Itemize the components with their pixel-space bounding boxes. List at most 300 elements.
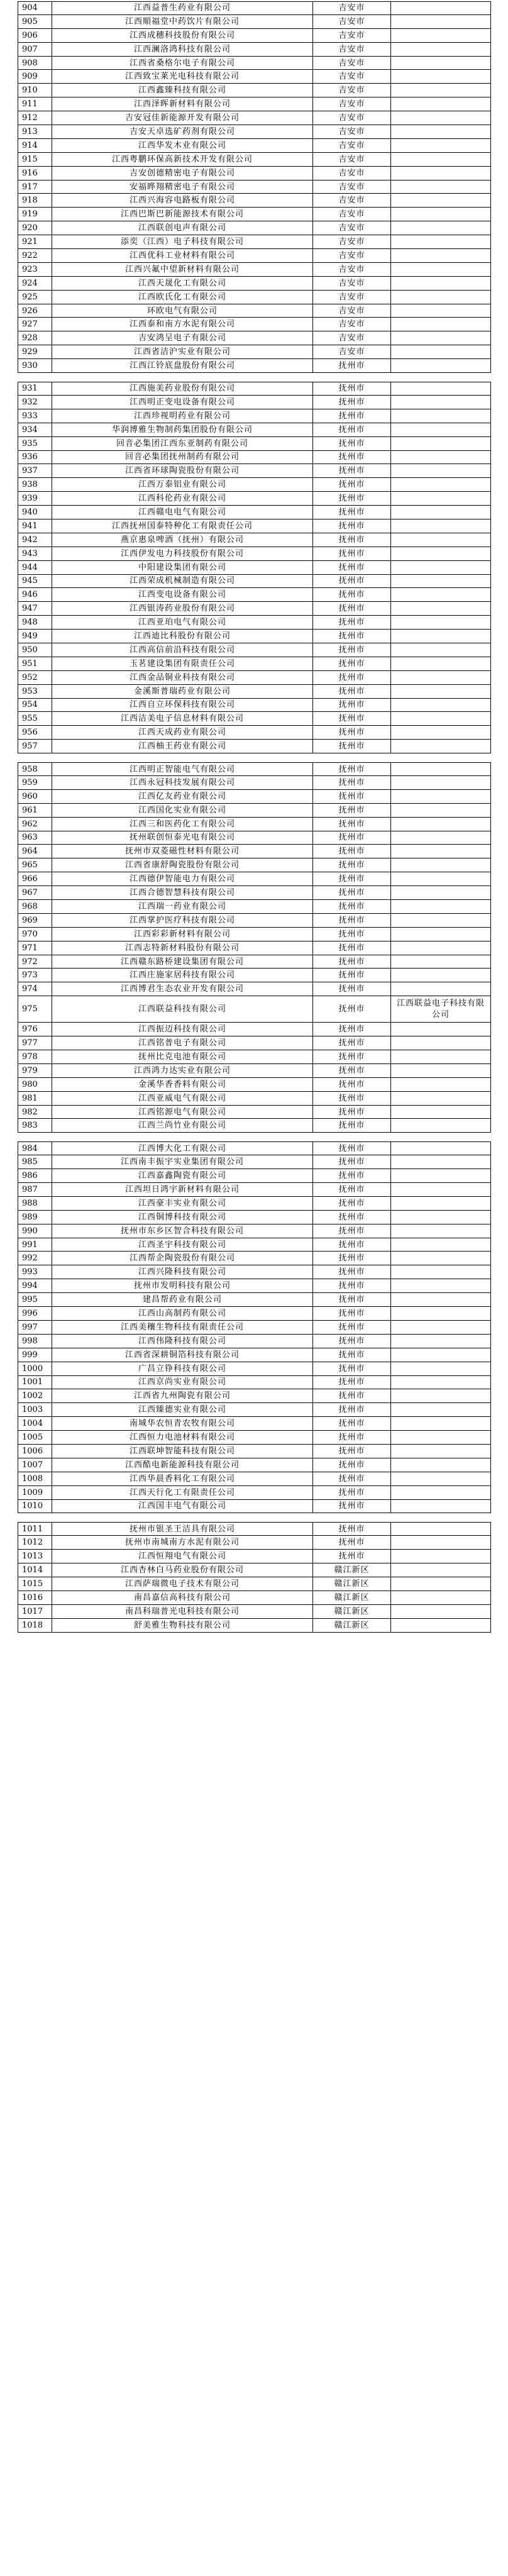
remark-cell — [391, 1293, 491, 1306]
row-number-cell: 915 — [18, 153, 52, 166]
row-number-cell: 912 — [18, 111, 52, 125]
company-name-cell: 江西三和医药化工有限公司 — [52, 818, 313, 831]
remark-cell — [391, 914, 491, 927]
row-number-cell: 914 — [18, 139, 52, 152]
row-number-cell: 985 — [18, 1155, 52, 1169]
table-row — [18, 478, 491, 492]
table-row — [18, 1522, 491, 1536]
table-row — [18, 1050, 491, 1064]
remark-cell — [391, 111, 491, 125]
row-number-cell: 944 — [18, 561, 52, 574]
company-name-cell: 江西施美药业股份有限公司 — [52, 382, 313, 395]
remark-cell — [391, 886, 491, 899]
row-number-cell: 968 — [18, 900, 52, 913]
city-name-cell: 抚州市 — [313, 1500, 391, 1513]
remark-cell — [391, 1197, 491, 1210]
company-name-cell: 回音必集团抚州制药有限公司 — [52, 451, 313, 464]
remark-cell — [391, 382, 491, 395]
company-name-cell: 抚州市发明科技有限公司 — [52, 1279, 313, 1292]
remark-cell — [391, 845, 491, 858]
remark-cell — [391, 506, 491, 519]
company-name-cell: 江西华发木业有限公司 — [52, 139, 313, 152]
row-number-cell: 996 — [18, 1307, 52, 1320]
company-name-cell: 江西坦日鸿宇新材料有限公司 — [52, 1183, 313, 1196]
remark-cell — [391, 1265, 491, 1279]
row-number-cell: 983 — [18, 1119, 52, 1132]
company-name-cell: 江西欧氏化工有限公司 — [52, 291, 313, 304]
remark-cell — [391, 1238, 491, 1252]
city-name-cell: 抚州市 — [313, 790, 391, 803]
row-number-cell: 924 — [18, 277, 52, 290]
table-row — [18, 955, 491, 969]
city-name-cell: 抚州市 — [313, 1307, 391, 1320]
table-row — [18, 167, 491, 180]
city-name-cell: 抚州市 — [313, 657, 391, 670]
city-name-cell: 抚州市 — [313, 1142, 391, 1155]
table-row — [18, 657, 491, 671]
city-name-cell: 吉安市 — [313, 345, 391, 358]
row-number-cell: 961 — [18, 804, 52, 817]
table-row — [18, 1605, 491, 1619]
company-name-cell: 舒美雅生物科技有限公司 — [52, 1619, 313, 1632]
row-number-cell: 989 — [18, 1211, 52, 1224]
city-name-cell: 抚州市 — [313, 561, 391, 574]
company-name-cell: 江西省九州陶瓷有限公司 — [52, 1389, 313, 1402]
table-row — [18, 685, 491, 699]
city-name-cell: 抚州市 — [313, 1293, 391, 1306]
table-row — [18, 1403, 491, 1417]
table-row — [18, 1307, 491, 1321]
row-number-cell: 940 — [18, 506, 52, 519]
city-name-cell: 抚州市 — [313, 630, 391, 643]
company-name-cell: 江西博大化工有限公司 — [52, 1142, 313, 1155]
table-row — [18, 575, 491, 589]
remark-cell — [391, 1362, 491, 1375]
table-row — [18, 1389, 491, 1403]
company-name-cell: 江西联创电声有限公司 — [52, 221, 313, 235]
company-name-cell: 江西迪比科股份有限公司 — [52, 630, 313, 643]
remark-cell — [391, 740, 491, 753]
company-name-cell: 环欧电气有限公司 — [52, 304, 313, 318]
company-name-cell: 添奕（江西）电子科技有限公司 — [52, 235, 313, 248]
city-name-cell: 吉安市 — [313, 15, 391, 28]
row-number-cell: 963 — [18, 831, 52, 845]
company-name-cell: 江西银涛药业股份有限公司 — [52, 602, 313, 615]
remark-cell — [391, 1106, 491, 1119]
company-name-cell: 江西德伊智能电力有限公司 — [52, 872, 313, 886]
company-name-cell: 江西铭源电气有限公司 — [52, 1106, 313, 1119]
row-number-cell: 931 — [18, 382, 52, 395]
city-name-cell: 吉安市 — [313, 221, 391, 235]
remark-cell — [391, 804, 491, 817]
row-number-cell: 958 — [18, 763, 52, 775]
city-name-cell: 抚州市 — [313, 602, 391, 615]
row-number-cell: 991 — [18, 1238, 52, 1252]
city-name-cell: 抚州市 — [313, 1169, 391, 1182]
row-number-cell: 969 — [18, 914, 52, 927]
remark-cell — [391, 304, 491, 318]
remark-cell — [391, 1252, 491, 1265]
row-number-cell: 1014 — [18, 1563, 52, 1577]
company-name-cell: 南昌嘉信高科技有限公司 — [52, 1591, 313, 1604]
row-number-cell: 946 — [18, 588, 52, 601]
city-name-cell: 抚州市 — [313, 519, 391, 533]
row-number-cell: 925 — [18, 291, 52, 304]
table-row — [18, 506, 491, 519]
company-name-cell: 江西志特新材料股份有限公司 — [52, 941, 313, 955]
table-row — [18, 304, 491, 318]
city-name-cell: 抚州市 — [313, 726, 391, 739]
company-name-cell: 江西瑞一药业有限公司 — [52, 900, 313, 913]
table-row — [18, 1238, 491, 1252]
city-name-cell: 抚州市 — [313, 1417, 391, 1430]
city-name-cell: 抚州市 — [313, 1183, 391, 1196]
table-row — [18, 1169, 491, 1183]
company-name-cell: 江西嘉鑫陶瓷有限公司 — [52, 1169, 313, 1182]
company-name-cell: 江西高信前沿科技有限公司 — [52, 643, 313, 657]
remark-cell — [391, 1500, 491, 1513]
company-name-cell: 华润博雅生物制药集团股份有限公司 — [52, 423, 313, 436]
row-number-cell: 976 — [18, 1023, 52, 1036]
row-number-cell: 949 — [18, 630, 52, 643]
city-name-cell: 抚州市 — [313, 1036, 391, 1050]
table-row — [18, 235, 491, 249]
table-row — [18, 1376, 491, 1390]
city-name-cell: 抚州市 — [313, 996, 391, 1022]
city-name-cell: 抚州市 — [313, 396, 391, 409]
company-name-cell: 江西荣成机械制造有限公司 — [52, 575, 313, 588]
remark-cell — [391, 221, 491, 235]
remark-cell — [391, 396, 491, 409]
city-name-cell: 抚州市 — [313, 1389, 391, 1402]
city-name-cell: 抚州市 — [313, 492, 391, 505]
city-name-cell: 抚州市 — [313, 359, 391, 372]
company-name-cell: 江西天成药业有限公司 — [52, 726, 313, 739]
row-number-cell: 981 — [18, 1092, 52, 1105]
remark-cell — [391, 1155, 491, 1169]
row-number-cell: 933 — [18, 409, 52, 423]
row-number-cell: 952 — [18, 671, 52, 684]
remark-cell — [391, 1142, 491, 1155]
company-name-cell: 江西柚王药业有限公司 — [52, 740, 313, 753]
company-name-cell: 江西兰尚竹业有限公司 — [52, 1119, 313, 1132]
row-number-cell: 993 — [18, 1265, 52, 1279]
city-name-cell: 抚州市 — [313, 872, 391, 886]
row-number-cell: 923 — [18, 263, 52, 276]
remark-cell — [391, 1335, 491, 1348]
row-number-cell: 934 — [18, 423, 52, 436]
company-name-cell: 江西鸿力达实业有限公司 — [52, 1064, 313, 1077]
remark-cell — [391, 969, 491, 982]
company-name-cell: 江西天晟化工有限公司 — [52, 277, 313, 290]
table-row — [18, 277, 491, 291]
table-row — [18, 1536, 491, 1550]
company-name-cell: 江西南丰振宇实业集团有限公司 — [52, 1155, 313, 1169]
table-row — [18, 914, 491, 928]
city-name-cell: 抚州市 — [313, 1197, 391, 1210]
company-name-cell: 江西金品铜业科技有限公司 — [52, 671, 313, 684]
city-name-cell: 抚州市 — [313, 1064, 391, 1077]
row-number-cell: 972 — [18, 955, 52, 969]
remark-cell — [391, 1605, 491, 1618]
row-number-cell: 1010 — [18, 1500, 52, 1513]
city-name-cell: 抚州市 — [313, 1023, 391, 1036]
table-row — [18, 726, 491, 740]
remark-cell — [391, 1376, 491, 1389]
remark-cell — [391, 726, 491, 739]
table-row — [18, 1265, 491, 1279]
remark-cell — [391, 492, 491, 505]
row-number-cell: 990 — [18, 1224, 52, 1238]
remark-cell — [391, 561, 491, 574]
table-row — [18, 1335, 491, 1348]
row-number-cell: 907 — [18, 43, 52, 56]
table-row — [18, 900, 491, 914]
remark-cell — [391, 872, 491, 886]
row-number-cell: 906 — [18, 29, 52, 42]
remark-cell — [391, 437, 491, 450]
row-number-cell: 916 — [18, 167, 52, 180]
city-name-cell: 抚州市 — [313, 1472, 391, 1485]
table-row — [18, 671, 491, 685]
row-number-cell: 917 — [18, 180, 52, 194]
city-name-cell: 抚州市 — [313, 818, 391, 831]
city-name-cell: 抚州市 — [313, 588, 391, 601]
row-number-cell: 909 — [18, 70, 52, 83]
remark-cell — [391, 97, 491, 111]
company-name-cell: 江西鑫臻科技有限公司 — [52, 84, 313, 97]
table-row — [18, 1563, 491, 1577]
row-number-cell: 911 — [18, 97, 52, 111]
company-name-cell: 江西庄施家居科技有限公司 — [52, 969, 313, 982]
table-row — [18, 331, 491, 345]
table-row — [18, 1106, 491, 1119]
row-number-cell: 954 — [18, 699, 52, 712]
remark-cell — [391, 249, 491, 262]
city-name-cell: 吉安市 — [313, 43, 391, 56]
table-row — [18, 125, 491, 139]
remark-cell — [391, 291, 491, 304]
table-row — [18, 928, 491, 941]
city-name-cell: 抚州市 — [313, 437, 391, 450]
remark-cell — [391, 1591, 491, 1604]
remark-cell — [391, 1078, 491, 1091]
city-name-cell: 吉安市 — [313, 277, 391, 290]
city-name-cell: 抚州市 — [313, 969, 391, 982]
city-name-cell: 抚州市 — [313, 804, 391, 817]
row-number-cell: 984 — [18, 1142, 52, 1155]
remark-cell — [391, 699, 491, 712]
table-row — [18, 1064, 491, 1078]
row-number-cell: 1012 — [18, 1536, 52, 1549]
remark-cell — [391, 630, 491, 643]
row-number-cell: 977 — [18, 1036, 52, 1050]
city-name-cell: 抚州市 — [313, 886, 391, 899]
row-number-cell: 1017 — [18, 1605, 52, 1618]
table-row — [18, 982, 491, 996]
city-name-cell: 抚州市 — [313, 928, 391, 941]
table-row — [18, 941, 491, 955]
table-row — [18, 153, 491, 167]
city-name-cell: 抚州市 — [313, 547, 391, 560]
table-row — [18, 699, 491, 713]
table-row — [18, 451, 491, 465]
company-name-cell: 江西赣东路桥建设集团有限公司 — [52, 955, 313, 969]
remark-cell — [391, 1023, 491, 1036]
row-number-cell: 967 — [18, 886, 52, 899]
remark-cell — [391, 84, 491, 97]
remark-cell — [391, 318, 491, 331]
company-name-cell: 江西铭普电子有限公司 — [52, 1036, 313, 1050]
city-name-cell: 抚州市 — [313, 1224, 391, 1238]
city-name-cell: 抚州市 — [313, 1092, 391, 1105]
city-name-cell: 抚州市 — [313, 1348, 391, 1362]
remark-cell — [391, 1211, 491, 1224]
remark-cell — [391, 1550, 491, 1563]
city-name-cell: 吉安市 — [313, 139, 391, 152]
city-name-cell: 抚州市 — [313, 506, 391, 519]
company-name-cell: 江西抚州国泰特种化工有限责任公司 — [52, 519, 313, 533]
city-name-cell: 吉安市 — [313, 84, 391, 97]
table-row — [18, 872, 491, 886]
row-number-cell: 1000 — [18, 1362, 52, 1375]
company-name-cell: 江西美穰生物科技有限责任公司 — [52, 1321, 313, 1334]
row-number-cell: 966 — [18, 872, 52, 886]
company-name-cell: 江西伊发电力科技股份有限公司 — [52, 547, 313, 560]
remark-cell — [391, 1403, 491, 1416]
remark-cell — [391, 575, 491, 588]
row-number-cell: 978 — [18, 1050, 52, 1063]
remark-cell — [391, 1224, 491, 1238]
company-name-cell: 江西成穗科技股份有限公司 — [52, 29, 313, 42]
city-name-cell: 抚州市 — [313, 616, 391, 629]
table-row — [18, 1550, 491, 1563]
company-name-cell: 江西亚珀电气有限公司 — [52, 616, 313, 629]
table-row — [18, 776, 491, 790]
row-number-cell: 913 — [18, 125, 52, 138]
row-number-cell: 929 — [18, 345, 52, 358]
row-number-cell: 1008 — [18, 1472, 52, 1485]
table-row — [18, 97, 491, 111]
city-name-cell: 抚州市 — [313, 1536, 391, 1549]
remark-cell — [391, 1183, 491, 1196]
city-name-cell: 抚州市 — [313, 1211, 391, 1224]
city-name-cell: 抚州市 — [313, 941, 391, 955]
remark-cell — [391, 685, 491, 698]
remark-cell — [391, 643, 491, 657]
table-row — [18, 1023, 491, 1036]
remark-cell — [391, 1523, 491, 1535]
row-number-cell: 998 — [18, 1335, 52, 1348]
city-name-cell: 吉安市 — [313, 291, 391, 304]
city-name-cell: 吉安市 — [313, 29, 391, 42]
remark-cell — [391, 1563, 491, 1577]
table-row — [18, 1445, 491, 1458]
remark-cell — [391, 125, 491, 138]
company-name-cell: 抚州市银圣王洁具有限公司 — [52, 1523, 313, 1535]
table-row — [18, 359, 491, 373]
company-name-cell: 江西自立环保科技有限公司 — [52, 699, 313, 712]
company-name-cell: 江西山高制药有限公司 — [52, 1307, 313, 1320]
city-name-cell: 抚州市 — [313, 464, 391, 477]
table-row — [18, 1500, 491, 1514]
company-name-cell: 江西国丰电气有限公司 — [52, 1500, 313, 1513]
table-row — [18, 1591, 491, 1605]
remark-cell — [391, 1458, 491, 1472]
city-name-cell: 抚州市 — [313, 900, 391, 913]
table-row — [18, 43, 491, 57]
row-number-cell: 962 — [18, 818, 52, 831]
row-number-cell: 955 — [18, 712, 52, 725]
table-row — [18, 70, 491, 84]
city-name-cell: 抚州市 — [313, 1445, 391, 1458]
remark-cell — [391, 1445, 491, 1458]
row-number-cell: 1018 — [18, 1619, 52, 1632]
table-row — [18, 29, 491, 43]
remark-cell — [391, 900, 491, 913]
company-name-cell: 江西铜博科技有限公司 — [52, 1211, 313, 1224]
remark-cell — [391, 1348, 491, 1362]
table-row — [18, 630, 491, 643]
remark-cell — [391, 15, 491, 28]
company-name-cell: 抚州比克电池有限公司 — [52, 1050, 313, 1063]
table-row — [18, 464, 491, 478]
city-name-cell: 吉安市 — [313, 318, 391, 331]
remark-cell — [391, 818, 491, 831]
remark-cell — [391, 43, 491, 56]
city-name-cell: 抚州市 — [313, 1050, 391, 1063]
table-row — [18, 111, 491, 125]
row-number-cell: 953 — [18, 685, 52, 698]
city-name-cell: 抚州市 — [313, 955, 391, 969]
table-row — [18, 84, 491, 97]
company-name-cell: 江西泰和南方水泥有限公司 — [52, 318, 313, 331]
city-name-cell: 吉安市 — [313, 235, 391, 248]
company-name-cell: 江西省桑格尔电子有限公司 — [52, 57, 313, 70]
remark-cell — [391, 982, 491, 996]
city-name-cell: 抚州市 — [313, 1335, 391, 1348]
company-name-cell: 江西省洁沪实业有限公司 — [52, 345, 313, 358]
company-name-cell: 江西亿友药业有限公司 — [52, 790, 313, 803]
table-row — [18, 249, 491, 263]
row-number-cell: 938 — [18, 478, 52, 491]
remark-cell — [391, 1092, 491, 1105]
row-number-cell: 1005 — [18, 1431, 52, 1444]
table-row — [18, 804, 491, 818]
row-number-cell: 945 — [18, 575, 52, 588]
row-number-cell: 980 — [18, 1078, 52, 1091]
row-number-cell: 997 — [18, 1321, 52, 1334]
table-row — [18, 818, 491, 831]
city-name-cell: 抚州市 — [313, 1279, 391, 1292]
row-number-cell: 1013 — [18, 1550, 52, 1563]
table-row — [18, 740, 491, 753]
row-number-cell: 964 — [18, 845, 52, 858]
company-name-cell: 南昌科瑞普光电科技有限公司 — [52, 1605, 313, 1618]
table-row — [18, 602, 491, 616]
city-name-cell: 吉安市 — [313, 97, 391, 111]
city-name-cell: 吉安市 — [313, 167, 391, 180]
row-number-cell: 965 — [18, 858, 52, 872]
table-row — [18, 1183, 491, 1197]
company-name-cell: 南城华农恒青农牧有限公司 — [52, 1417, 313, 1430]
row-number-cell: 920 — [18, 221, 52, 235]
city-name-cell: 吉安市 — [313, 111, 391, 125]
company-name-cell: 江西国化实业有限公司 — [52, 804, 313, 817]
city-name-cell: 抚州市 — [313, 1238, 391, 1252]
table-row — [18, 1155, 491, 1169]
table-row — [18, 1224, 491, 1238]
